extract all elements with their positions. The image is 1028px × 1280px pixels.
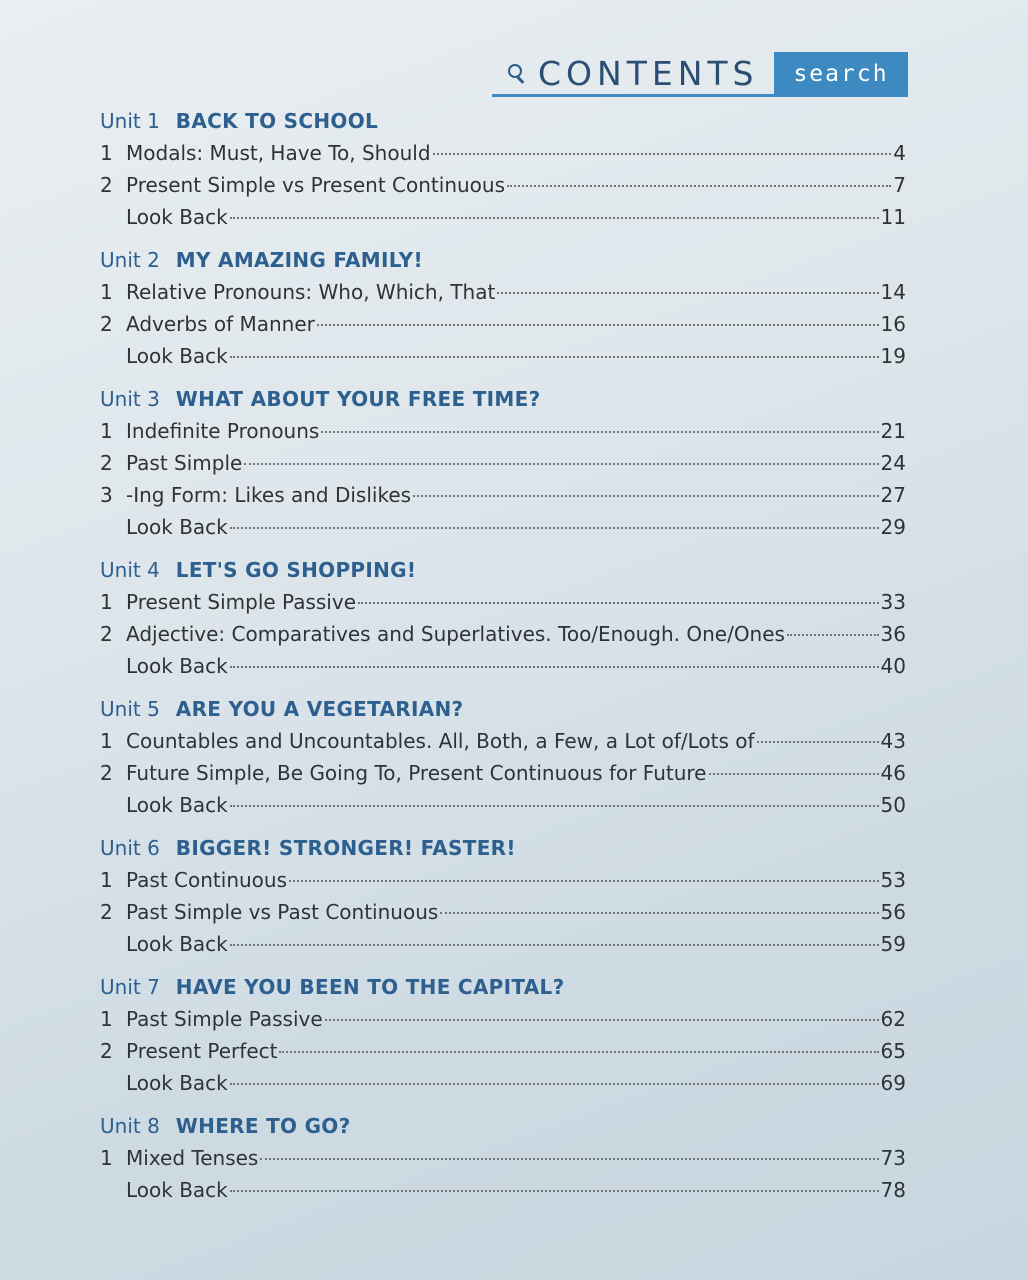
entry-title: Past Simple Passive bbox=[126, 1007, 323, 1031]
unit-number: Unit 5 bbox=[100, 697, 160, 721]
unit-heading bbox=[100, 384, 906, 415]
toc-entry[interactable] bbox=[100, 1067, 906, 1099]
entry-title: Present Perfect bbox=[126, 1039, 278, 1063]
entry-title: -Ing Form: Likes and Dislikes bbox=[126, 483, 412, 507]
dot-leader bbox=[317, 324, 879, 326]
unit-section bbox=[100, 972, 906, 1099]
entry-page-number: 65 bbox=[880, 1039, 906, 1063]
toc-entry[interactable] bbox=[100, 1174, 906, 1206]
toc-entry[interactable] bbox=[100, 1035, 906, 1067]
page-title: CONTENTS bbox=[538, 54, 759, 93]
entry-title: Past Simple vs Past Continuous bbox=[126, 900, 439, 924]
entry-title: Look Back bbox=[126, 1178, 228, 1202]
unit-number: Unit 2 bbox=[100, 248, 160, 272]
entry-title: Indefinite Pronouns bbox=[126, 419, 320, 443]
unit-section bbox=[100, 1111, 906, 1206]
unit-section bbox=[100, 384, 906, 543]
entry-page-number: 56 bbox=[880, 900, 906, 924]
search-button[interactable]: search bbox=[774, 52, 908, 96]
entry-title: Adjective: Comparatives and Superlatives. Too/Enough. One/Ones bbox=[126, 622, 785, 646]
entry-page-number: 50 bbox=[880, 793, 906, 817]
unit-title: ARE YOU A VEGETARIAN? bbox=[175, 697, 464, 721]
search-icon bbox=[508, 64, 522, 78]
toc-entry[interactable] bbox=[100, 864, 906, 896]
toc-entry[interactable] bbox=[100, 757, 906, 789]
entry-number: 2 bbox=[100, 312, 113, 336]
dot-leader bbox=[230, 1083, 879, 1085]
entry-title: Present Simple vs Present Continuous bbox=[126, 173, 506, 197]
unit-section bbox=[100, 694, 906, 821]
unit-number: Unit 8 bbox=[100, 1114, 160, 1138]
dot-leader bbox=[230, 527, 879, 529]
dot-leader bbox=[230, 1190, 879, 1192]
toc-entry[interactable] bbox=[100, 789, 906, 821]
entry-number: 2 bbox=[100, 173, 113, 197]
unit-heading bbox=[100, 833, 906, 864]
unit-section bbox=[100, 555, 906, 682]
unit-number: Unit 7 bbox=[100, 975, 160, 999]
entry-page-number: 16 bbox=[880, 312, 906, 336]
entry-number: 2 bbox=[100, 900, 113, 924]
toc-entry[interactable] bbox=[100, 618, 906, 650]
table-of-contents bbox=[100, 106, 906, 1218]
entry-page-number: 29 bbox=[880, 515, 906, 539]
dot-leader bbox=[279, 1051, 878, 1053]
entry-page-number: 24 bbox=[880, 451, 906, 475]
dot-leader bbox=[413, 495, 879, 497]
entry-title: Present Simple Passive bbox=[126, 590, 356, 614]
entry-title: Look Back bbox=[126, 932, 228, 956]
toc-entry[interactable] bbox=[100, 276, 906, 308]
unit-title: HAVE YOU BEEN TO THE CAPITAL? bbox=[175, 975, 565, 999]
dot-leader bbox=[321, 431, 878, 433]
toc-entry[interactable] bbox=[100, 308, 906, 340]
entry-page-number: 40 bbox=[880, 654, 906, 678]
unit-title: WHERE TO GO? bbox=[175, 1114, 351, 1138]
entry-number: 1 bbox=[100, 590, 113, 614]
unit-section bbox=[100, 245, 906, 372]
toc-entry[interactable] bbox=[100, 137, 906, 169]
unit-title: MY AMAZING FAMILY! bbox=[175, 248, 423, 272]
entry-page-number: 21 bbox=[880, 419, 906, 443]
dot-leader bbox=[787, 634, 879, 636]
unit-heading bbox=[100, 106, 906, 137]
entry-page-number: 59 bbox=[880, 932, 906, 956]
dot-leader bbox=[709, 773, 879, 775]
contents-header bbox=[492, 52, 908, 98]
dot-leader bbox=[433, 153, 892, 155]
toc-entry[interactable] bbox=[100, 586, 906, 618]
toc-entry[interactable] bbox=[100, 415, 906, 447]
unit-number: Unit 6 bbox=[100, 836, 160, 860]
toc-entry[interactable] bbox=[100, 479, 906, 511]
entry-page-number: 11 bbox=[880, 205, 906, 229]
unit-heading bbox=[100, 555, 906, 586]
entry-page-number: 62 bbox=[880, 1007, 906, 1031]
entry-page-number: 27 bbox=[880, 483, 906, 507]
toc-entry[interactable] bbox=[100, 650, 906, 682]
unit-title: WHAT ABOUT YOUR FREE TIME? bbox=[175, 387, 541, 411]
entry-page-number: 78 bbox=[880, 1178, 906, 1202]
toc-entry[interactable] bbox=[100, 201, 906, 233]
entry-title: Look Back bbox=[126, 205, 228, 229]
unit-title: LET'S GO SHOPPING! bbox=[175, 558, 417, 582]
entry-number: 1 bbox=[100, 868, 113, 892]
unit-number: Unit 3 bbox=[100, 387, 160, 411]
toc-entry[interactable] bbox=[100, 447, 906, 479]
unit-section bbox=[100, 106, 906, 233]
toc-entry[interactable] bbox=[100, 340, 906, 372]
entry-page-number: 36 bbox=[880, 622, 906, 646]
toc-entry[interactable] bbox=[100, 169, 906, 201]
entry-number: 2 bbox=[100, 622, 113, 646]
unit-number: Unit 1 bbox=[100, 109, 160, 133]
entry-number: 1 bbox=[100, 729, 113, 753]
entry-number: 1 bbox=[100, 1007, 113, 1031]
entry-page-number: 46 bbox=[880, 761, 906, 785]
entry-title: Look Back bbox=[126, 1071, 228, 1095]
dot-leader bbox=[230, 944, 879, 946]
entry-title: Look Back bbox=[126, 515, 228, 539]
entry-number: 1 bbox=[100, 1146, 113, 1170]
entry-page-number: 14 bbox=[880, 280, 906, 304]
dot-leader bbox=[230, 805, 879, 807]
dot-leader bbox=[230, 217, 879, 219]
toc-entry[interactable] bbox=[100, 1003, 906, 1035]
toc-entry[interactable] bbox=[100, 896, 906, 928]
dot-leader bbox=[358, 602, 879, 604]
dot-leader bbox=[440, 912, 878, 914]
unit-heading bbox=[100, 972, 906, 1003]
entry-title: Look Back bbox=[126, 654, 228, 678]
toc-entry[interactable] bbox=[100, 511, 906, 543]
entry-page-number: 33 bbox=[880, 590, 906, 614]
entry-number: 2 bbox=[100, 1039, 113, 1063]
entry-page-number: 73 bbox=[880, 1146, 906, 1170]
entry-page-number: 69 bbox=[880, 1071, 906, 1095]
unit-heading bbox=[100, 694, 906, 725]
entry-page-number: 43 bbox=[880, 729, 906, 753]
unit-title: BIGGER! STRONGER! FASTER! bbox=[175, 836, 516, 860]
entry-page-number: 7 bbox=[893, 173, 906, 197]
dot-leader bbox=[230, 666, 879, 668]
entry-title: Countables and Uncountables. All, Both, a Few, a Lot of/Lots of bbox=[126, 729, 755, 753]
unit-heading bbox=[100, 245, 906, 276]
dot-leader bbox=[260, 1158, 878, 1160]
dot-leader bbox=[244, 463, 878, 465]
entry-number: 3 bbox=[100, 483, 113, 507]
entry-page-number: 4 bbox=[893, 141, 906, 165]
dot-leader bbox=[497, 292, 878, 294]
dot-leader bbox=[325, 1019, 879, 1021]
entry-number: 1 bbox=[100, 280, 113, 304]
entry-title: Relative Pronouns: Who, Which, That bbox=[126, 280, 496, 304]
entry-number: 2 bbox=[100, 761, 113, 785]
unit-heading bbox=[100, 1111, 906, 1142]
unit-section bbox=[100, 833, 906, 960]
entry-title: Past Continuous bbox=[126, 868, 287, 892]
toc-entry[interactable] bbox=[100, 725, 906, 757]
entry-number: 1 bbox=[100, 141, 113, 165]
dot-leader bbox=[507, 185, 891, 187]
entry-title: Modals: Must, Have To, Should bbox=[126, 141, 431, 165]
entry-title: Past Simple bbox=[126, 451, 243, 475]
dot-leader bbox=[289, 880, 879, 882]
dot-leader bbox=[230, 356, 879, 358]
entry-page-number: 19 bbox=[880, 344, 906, 368]
entry-title: Look Back bbox=[126, 344, 228, 368]
dot-leader bbox=[757, 741, 879, 743]
entry-page-number: 53 bbox=[880, 868, 906, 892]
entry-title: Look Back bbox=[126, 793, 228, 817]
unit-title: BACK TO SCHOOL bbox=[175, 109, 379, 133]
toc-entry[interactable] bbox=[100, 928, 906, 960]
entry-title: Mixed Tenses bbox=[126, 1146, 259, 1170]
entry-number: 1 bbox=[100, 419, 113, 443]
entry-title: Adverbs of Manner bbox=[126, 312, 315, 336]
entry-title: Future Simple, Be Going To, Present Continuous for Future bbox=[126, 761, 707, 785]
toc-entry[interactable] bbox=[100, 1142, 906, 1174]
entry-number: 2 bbox=[100, 451, 113, 475]
unit-number: Unit 4 bbox=[100, 558, 160, 582]
header-underline bbox=[492, 94, 908, 97]
